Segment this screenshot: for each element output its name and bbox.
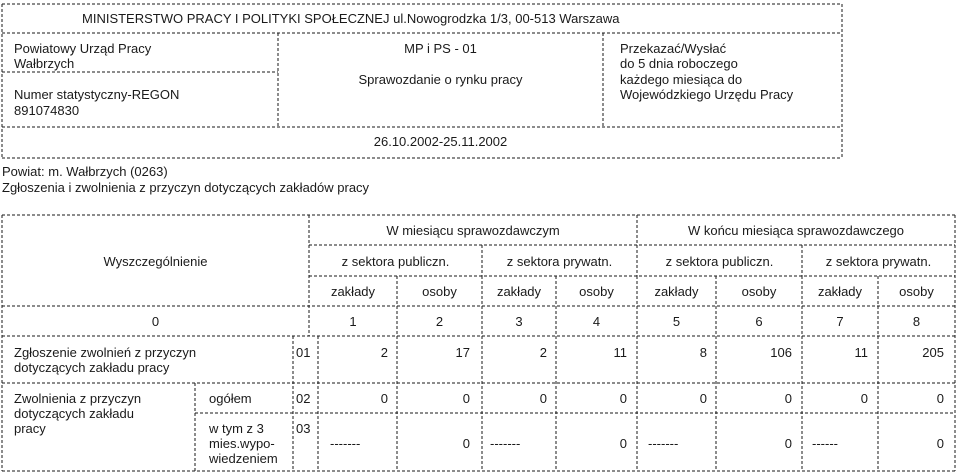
sector-private-end: z sektora prywatn. <box>825 254 932 269</box>
row1-value-5: 8 <box>699 345 707 360</box>
row1-value-4: 11 <box>613 345 627 360</box>
row3-value-8: 0 <box>936 436 944 451</box>
col-osoby-4: osoby <box>899 284 934 299</box>
col-zaklady-4: zakłady <box>817 284 863 299</box>
row2-label-line3: pracy <box>14 421 46 436</box>
col-number-3: 3 <box>515 314 523 329</box>
send-line-2: do 5 dnia roboczego <box>620 56 738 71</box>
col-number-8: 8 <box>912 314 921 329</box>
col-number-1: 1 <box>349 314 357 329</box>
row2-sub-label: ogółem <box>209 391 252 406</box>
col-number-2: 2 <box>435 314 444 329</box>
row2-value-3: 0 <box>539 391 547 406</box>
send-line-1: Przekazać/Wysłać <box>620 41 727 56</box>
row3-dash-5: ------- <box>648 436 679 451</box>
row1-value-6: 106 <box>770 345 792 360</box>
row3-value-2: 0 <box>462 436 470 451</box>
sector-private-month: z sektora prywatn. <box>506 254 613 269</box>
col-group-month: W miesiącu sprawozdawczym <box>386 223 560 238</box>
row3-dash-3: ------- <box>490 436 521 451</box>
form-code: MP i PS - 01 <box>404 41 477 56</box>
sector-public-end: z sektora publiczn. <box>665 254 774 269</box>
row2-label-line1: Zwolnienia z przyczyn <box>14 391 142 406</box>
row3-dash-7: ------ <box>812 436 838 451</box>
row2-value-1: 0 <box>380 391 388 406</box>
col-osoby-3: osoby <box>741 284 777 299</box>
send-line-4: Wojewódzkiego Urzędu Pracy <box>620 87 794 102</box>
row1-value-1: 2 <box>380 345 388 360</box>
row2-value-6: 0 <box>784 391 792 406</box>
row3-sub-line3: wiedzeniem <box>209 451 278 466</box>
col-header-spec: Wyszczególnienie <box>103 254 208 269</box>
row3-dash-1: ------- <box>330 436 361 451</box>
row2-value-4: 0 <box>619 391 627 406</box>
row1-value-2: 17 <box>455 345 470 360</box>
row3-sub-line2: mies.wypo- <box>209 436 275 451</box>
col-zaklady-3: zakłady <box>654 284 699 299</box>
row3-code: 03 <box>296 421 311 436</box>
row1-value-3: 2 <box>539 345 547 360</box>
row3-value-4: 0 <box>619 436 627 451</box>
col-group-end: W końcu miesiąca sprawozdawczego <box>687 223 905 238</box>
powiat-label: Powiat: m. Wałbrzych (0263) <box>2 164 168 179</box>
col-zaklady-1: zakłady <box>330 284 376 299</box>
row2-value-8: 0 <box>936 391 944 406</box>
row2-label-line2: dotyczących zakładu <box>14 406 134 421</box>
regon-value: 891074830 <box>14 103 80 118</box>
ministry-address: MINISTERSTWO PRACY I POLITYKI SPOŁECZNEJ ul.Nowogrodzka 1/3, 00-513 Warszawa <box>82 11 620 26</box>
col-number-4: 4 <box>592 314 601 329</box>
row1-label-line2: dotyczących zakładu pracy <box>14 360 170 375</box>
sector-public-month: z sektora publiczn. <box>341 254 450 269</box>
send-line-3: każdego miesiąca do <box>620 72 743 87</box>
regon-label: Numer statystyczny-REGON <box>14 87 180 102</box>
office-label: Powiatowy Urząd Pracy <box>14 41 152 56</box>
row3-value-6: 0 <box>784 436 792 451</box>
row1-value-8: 205 <box>922 345 944 360</box>
report-title: Sprawozdanie o rynku pracy <box>358 72 523 87</box>
row2-code: 02 <box>296 391 311 406</box>
row1-code: 01 <box>296 345 311 360</box>
section-title: Zgłoszenia i zwolnienia z przyczyn dotyczących zakładów pracy <box>2 180 370 195</box>
col-zaklady-2: zakłady <box>496 284 542 299</box>
row2-value-2: 0 <box>462 391 470 406</box>
office-city: Wałbrzych <box>14 56 75 71</box>
col-osoby-2: osoby <box>579 284 614 299</box>
row2-value-5: 0 <box>699 391 707 406</box>
col-number-5: 5 <box>672 314 681 329</box>
row1-value-7: 11 <box>854 345 868 360</box>
col-number-7: 7 <box>836 314 844 329</box>
col-osoby-1: osoby <box>422 284 457 299</box>
row3-sub-line1: w tym z 3 <box>209 421 264 436</box>
col-number-6: 6 <box>755 314 763 329</box>
row2-value-7: 0 <box>860 391 868 406</box>
report-period: 26.10.2002-25.11.2002 <box>373 134 508 149</box>
row1-label-line1: Zgłoszenie zwolnień z przyczyn <box>14 345 197 360</box>
col-number-0: 0 <box>151 314 160 329</box>
